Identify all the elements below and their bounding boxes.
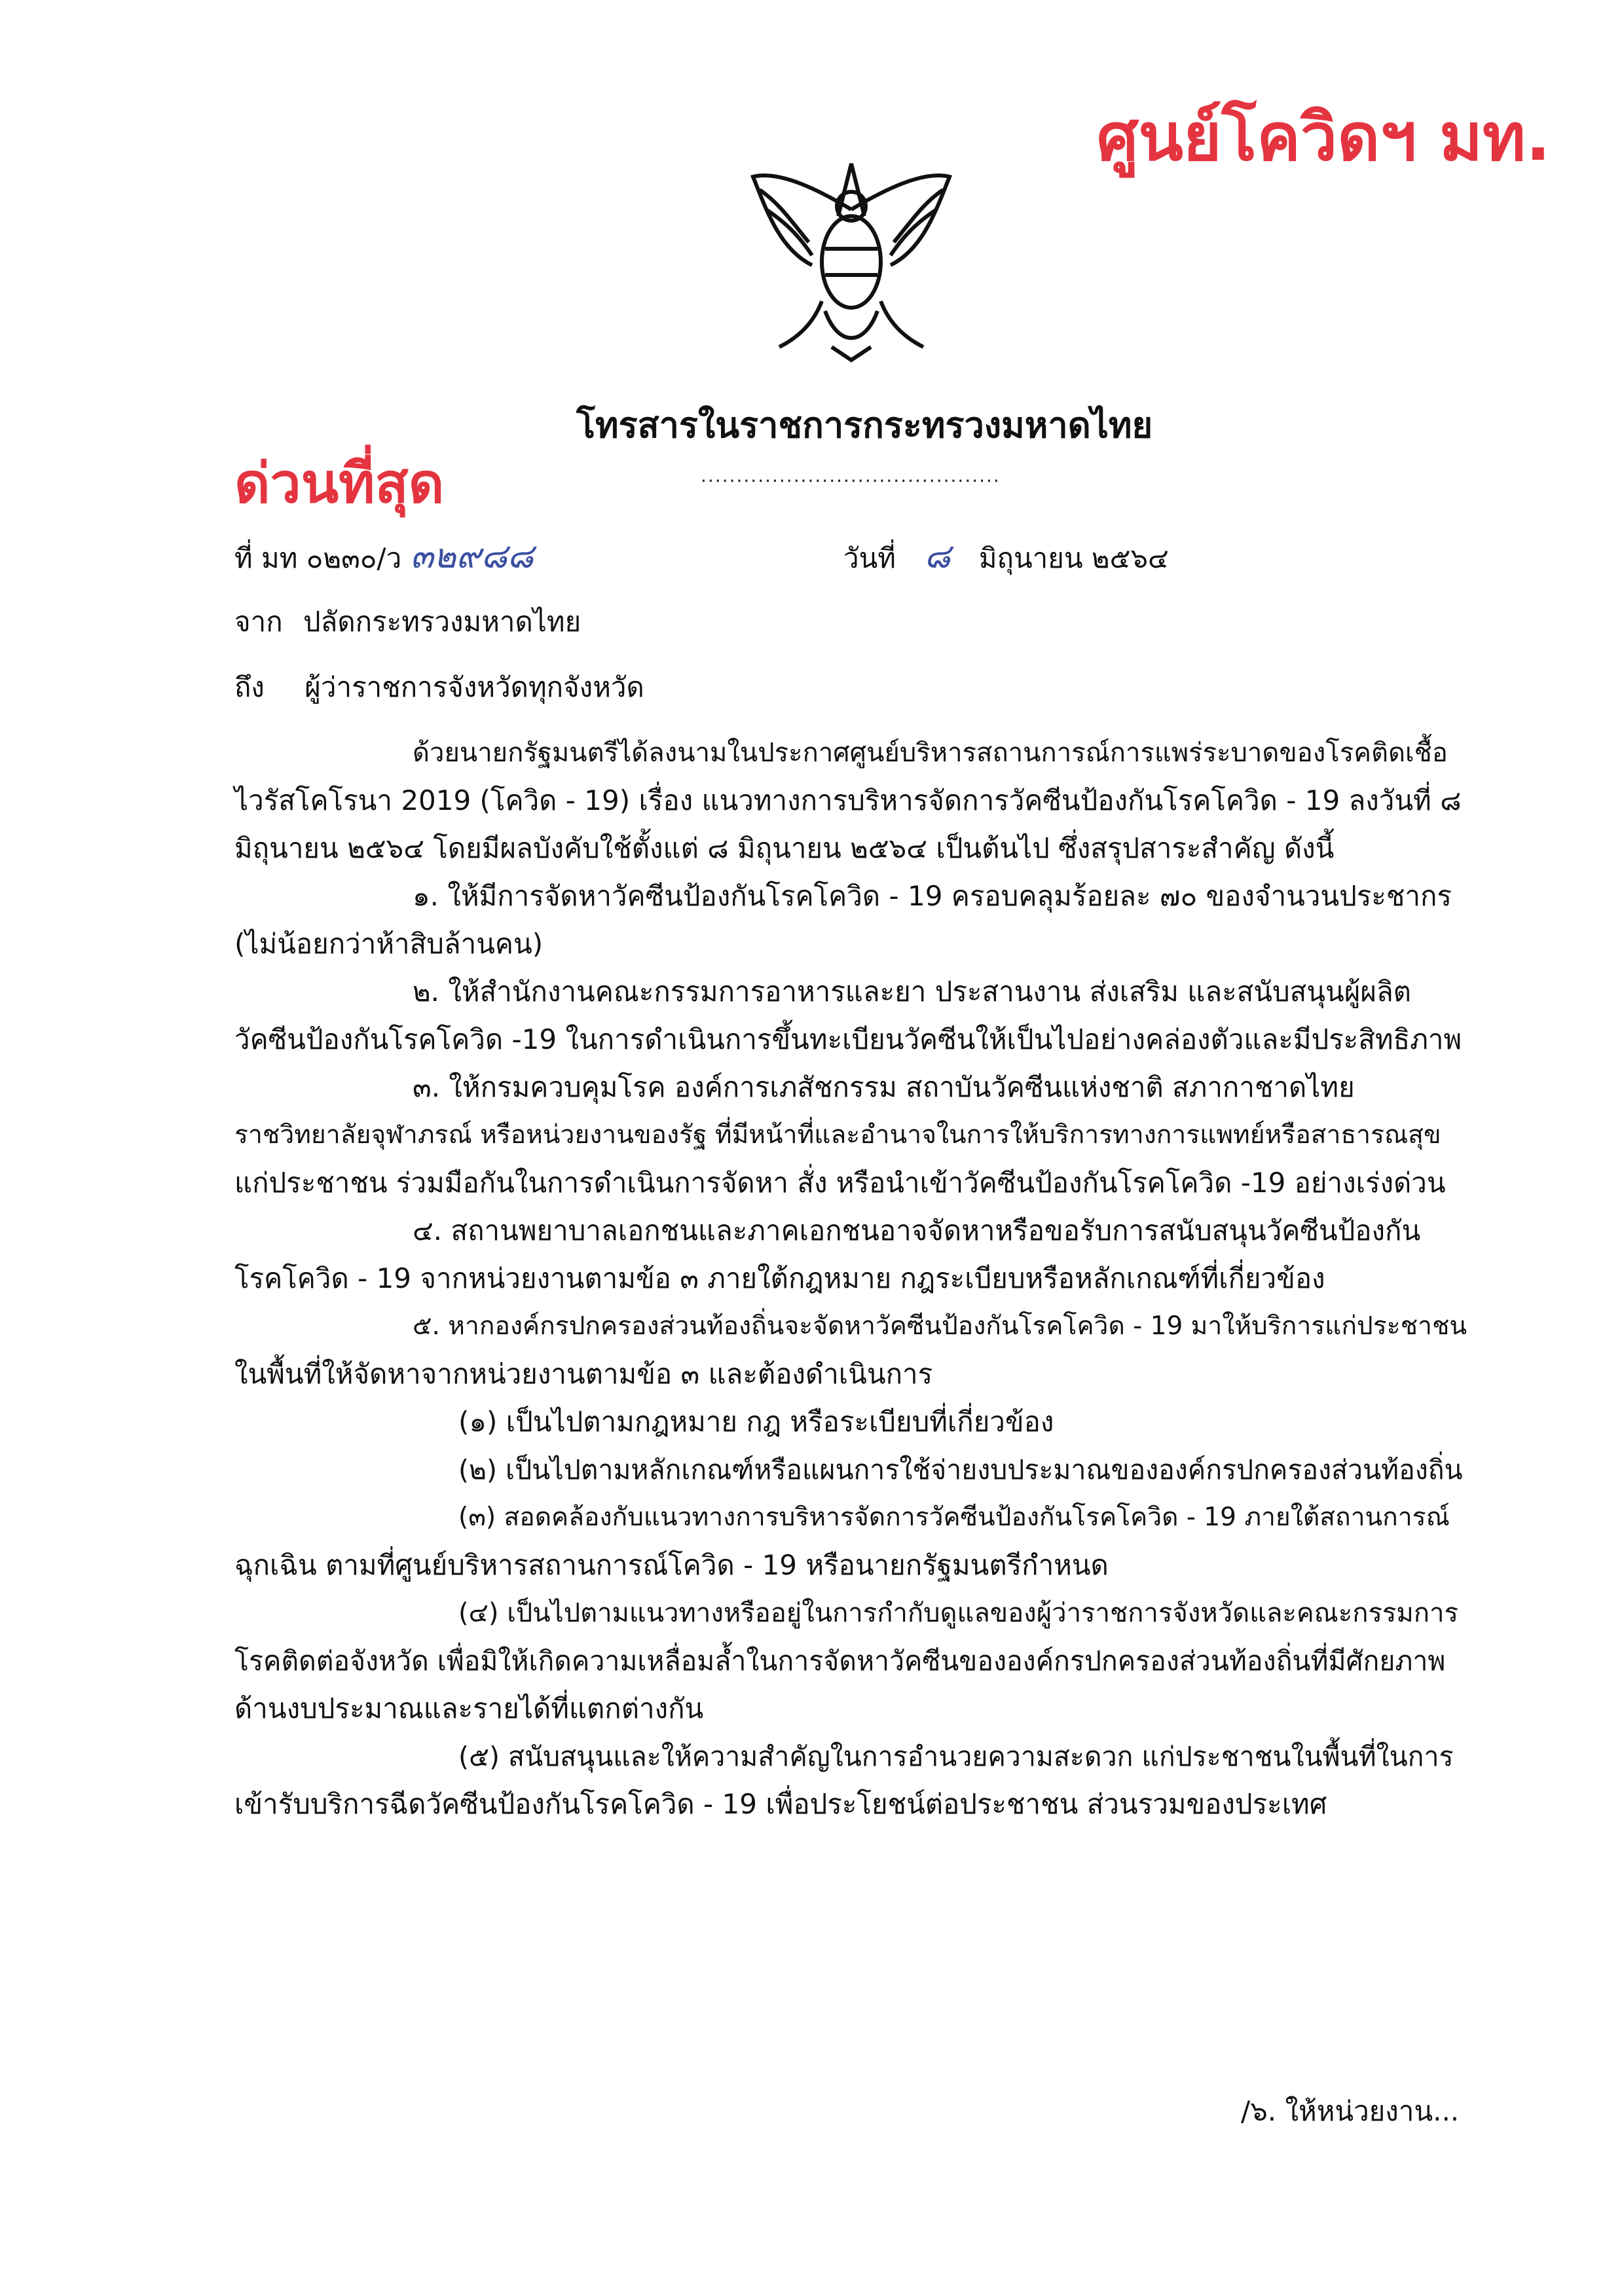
to-value: ผู้ว่าราชการจังหวัดทุกจังหวัด xyxy=(304,671,644,703)
ref-number-line xyxy=(234,537,534,578)
garuda-emblem-icon xyxy=(740,151,963,367)
sub-item-line: (๑) เป็นไปตามกฎหมาย กฎ หรือระเบียบที่เกี่ยวข้อง xyxy=(458,1406,1054,1438)
sub-item-line: ฉุกเฉิน ตามที่ศูนย์บริหารสถานการณ์โควิด - 19 หรือนายกรัฐมนตรีกำหนด xyxy=(234,1549,1109,1581)
item-line: วัคซีนป้องกันโรคโควิด -19 ในการดำเนินการขึ้นทะเบียนวัคซีนให้เป็นไปอย่างคล่องตัวและมีประสิทธิภาพ xyxy=(234,1023,1462,1055)
item-line: ๒. ให้สำนักงานคณะกรรมการอาหารและยา ประสานงาน ส่งเสริม และสนับสนุนผู้ผลิต xyxy=(413,975,1411,1008)
from-value: ปลัดกระทรวงมหาดไทย xyxy=(303,606,581,638)
sub-item-line: (๕) สนับสนุนและให้ความสำคัญในการอำนวยความสะดวก แก่ประชาชนในพื้นที่ในการ xyxy=(458,1741,1454,1772)
document-title: โทรสารในราชการกระทรวงมหาดไทย xyxy=(576,405,1153,446)
date-label: วันที่ xyxy=(843,542,896,574)
item-line: แก่ประชาชน ร่วมมือกันในการดำเนินการจัดหา สั่ง หรือนำเข้าวัคซีนป้องกันโรคโควิด -19 อย่างเร่งด่วน xyxy=(234,1167,1446,1199)
urgent-stamp: ด่วนที่สุด xyxy=(234,451,445,515)
item-line: โรคโควิด - 19 จากหน่วยงานตามข้อ ๓ ภายใต้กฎหมาย กฎระเบียบหรือหลักเกณฑ์ที่เกี่ยวข้อง xyxy=(234,1262,1325,1294)
sub-item-line: (๓) สอดคล้องกับแนวทางการบริหารจัดการวัคซีนป้องกันโรคโควิด - 19 ภายใต้สถานการณ์ xyxy=(458,1503,1450,1532)
sub-item-line: ด้านงบประมาณและรายได้ที่แตกต่างกัน xyxy=(234,1692,704,1724)
corner-stamp: ศูนย์โควิดฯ มท. xyxy=(1097,99,1551,175)
item-line: ราชวิทยาลัยจุฬาภรณ์ หรือหน่วยงานของรัฐ ที่มีหน้าที่และอำนาจในการให้บริการทางการแพทย์หรือสาธารณสุข xyxy=(234,1120,1441,1150)
sub-item-line: เข้ารับบริการฉีดวัคซีนป้องกันโรคโควิด - 19 เพื่อประโยชน์ต่อประชาชน ส่วนรวมของประเทศ xyxy=(234,1788,1327,1820)
to-label: ถึง xyxy=(234,671,265,703)
continuation-note: /๖. ให้หน่วยงาน... xyxy=(1241,2095,1460,2127)
item-line: ในพื้นที่ให้จัดหาจากหน่วยงานตามข้อ ๓ และต้องดำเนินการ xyxy=(234,1358,933,1390)
intro-line: มิถุนายน ๒๕๖๔ โดยมีผลบังคับใช้ตั้งแต่ ๘ มิถุนายน ๒๕๖๔ เป็นต้นไป ซึ่งสรุปสาระสำคัญ ดังนี้ xyxy=(234,832,1335,864)
ref-prefix: ที่ มท ๐๒๓๐/ว xyxy=(234,542,402,574)
title-dotted-line: .......................................... xyxy=(701,465,1001,486)
from-label: จาก xyxy=(234,606,283,638)
ref-number: ๓๒๙๘๘ xyxy=(410,537,534,576)
item-line: ๑. ให้มีการจัดหาวัคซีนป้องกันโรคโควิด - 19 ครอบคลุมร้อยละ ๗๐ ของจำนวนประชากร xyxy=(413,880,1452,912)
date-day: ๘ xyxy=(924,537,951,576)
item-line: ๕. หากองค์กรปกครองส่วนท้องถิ่นจะจัดหาวัคซีนป้องกันโรคโควิด - 19 มาให้บริการแก่ประชาชน xyxy=(413,1311,1467,1341)
intro-line: ด้วยนายกรัฐมนตรีได้ลงนามในประกาศศูนย์บริหารสถานการณ์การแพร่ระบาดของโรคติดเชื้อ xyxy=(413,738,1448,768)
to-line xyxy=(234,668,644,707)
intro-line: ไวรัสโคโรนา 2019 (โควิด - 19) เรื่อง แนวทางการบริหารจัดการวัคซีนป้องกันโรคโควิด - 19 ลงวันที่ ๘ xyxy=(234,784,1462,816)
sub-item-line: (๔) เป็นไปตามแนวทางหรืออยู่ในการกำกับดูแลของผู้ว่าราชการจังหวัดและคณะกรรมการ xyxy=(458,1598,1458,1628)
item-line: (ไม่น้อยกว่าห้าสิบล้านคน) xyxy=(234,928,544,960)
item-line: ๓. ให้กรมควบคุมโรค องค์การเภสัชกรรม สถาบันวัคซีนแห่งชาติ สภากาชาดไทย xyxy=(413,1071,1355,1103)
item-line: ๔. สถานพยาบาลเอกชนและภาคเอกชนอาจจัดหาหรือขอรับการสนับสนุนวัคซีนป้องกัน xyxy=(413,1214,1421,1247)
sub-item-line: (๒) เป็นไปตามหลักเกณฑ์หรือแผนการใช้จ่ายงบประมาณขององค์กรปกครองส่วนท้องถิ่น xyxy=(458,1454,1463,1485)
date-month-year: มิถุนายน ๒๕๖๔ xyxy=(978,542,1169,574)
sub-item-line: โรคติดต่อจังหวัด เพื่อมิให้เกิดความเหลื่อมล้ำในการจัดหาวัคซีนขององค์กรปกครองส่วนท้องถิ่นที่มีศักยภาพ xyxy=(234,1645,1446,1677)
from-line xyxy=(234,602,581,642)
date-line xyxy=(843,537,1169,578)
